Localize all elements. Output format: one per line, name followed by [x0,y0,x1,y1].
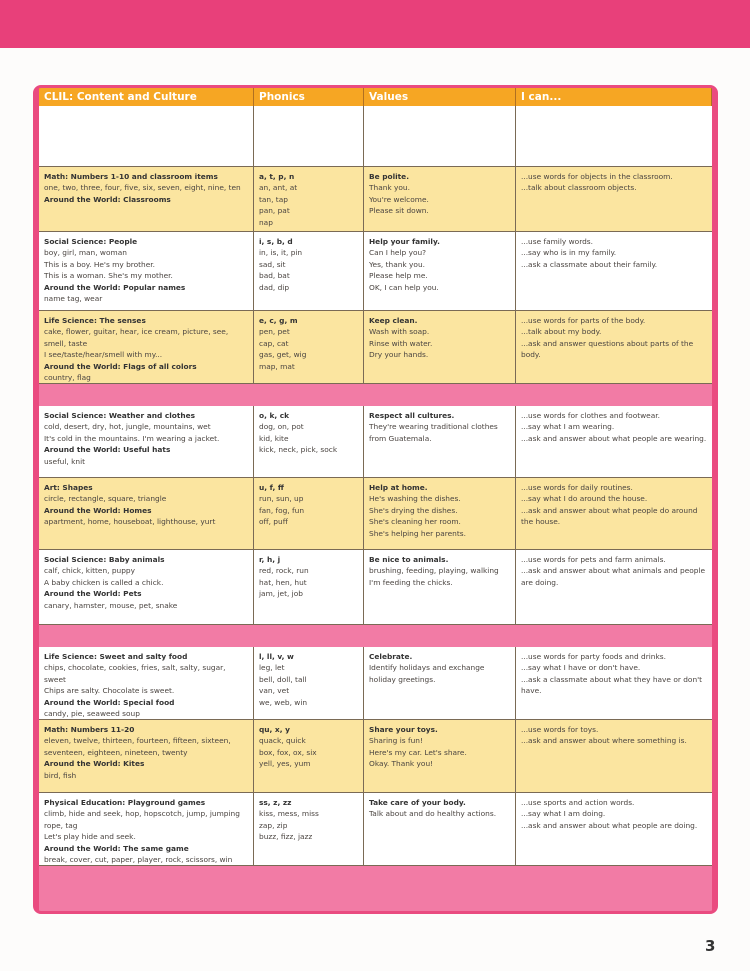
cell-text: Dry your hands. [369,350,429,360]
cell-heading: Math: Numbers 11-20 [44,725,135,734]
cell-heading: Help at home. [369,483,428,492]
cell-text: Talk about and do healthy actions. [369,809,497,819]
cell-text: we, web, win [259,697,308,707]
cell-text: fan, fog, fun [259,505,304,515]
cell-text: calf, chick, kitten, puppy [44,566,135,576]
cell-text: I'm feeding the chicks. [369,577,453,587]
cell-text: sad, sit [259,259,286,269]
cell-clil [39,478,254,549]
cell-heading: Life Science: The senses [44,316,146,325]
cell-heading: Around the World: Flags of all colors [44,361,197,371]
cell-i-can [516,232,712,310]
cell-text: buzz, fizz, jazz [259,832,313,842]
cell-text: break, cover, cut, paper, player, rock, scissors, win [44,855,233,865]
cell-phonics [254,406,364,477]
header-clil: CLIL: Content and Culture [39,88,254,106]
cell-text: box, fox, ox, six [259,747,317,757]
cell-phonics [254,311,364,383]
cell-text: Can I help you? [369,248,427,258]
cell-text: Here's my car. Let's share. [369,747,467,757]
cell-heading: Respect all cultures. [369,411,455,420]
cell-text: ...use words for parts of the body. [521,316,646,325]
cell-text: Yes, thank you. [369,259,425,269]
cell-text: ...ask a classmate about what they have or don't have. [521,674,703,696]
cell-text: ...use words for objects in the classroom. [521,172,673,181]
cell-text: red, rock, run [259,566,309,576]
cell-text: one, two, three, four, five, six, seven, eight, nine, ten [44,183,241,193]
cell-text: ...ask and answer about what people do around the house. [521,505,698,527]
cell-values [364,106,516,166]
cell-i-can [516,550,712,624]
cell-heading: a, t, p, n [259,172,295,181]
cell-i-can [516,478,712,549]
cell-heading: Help your family. [369,237,440,246]
cell-text: ...talk about classroom objects. [521,183,637,193]
table-row [39,167,712,232]
cell-heading: Be polite. [369,172,410,181]
cell-heading: i, s, b, d [259,237,293,246]
curriculum-table [33,85,718,914]
cell-text: This is a woman. She's my mother. [44,271,173,281]
cell-clil [39,406,254,477]
cell-i-can [516,647,712,719]
cell-text: canary, hamster, mouse, pet, snake [44,600,178,610]
section-divider-band [39,384,712,406]
cell-phonics [254,232,364,310]
cell-values [364,406,516,477]
cell-text: She's cleaning her room. [369,517,461,527]
cell-text: tan, tap [259,194,288,204]
cell-heading: Around the World: Pets [44,589,142,599]
cell-heading: o, k, ck [259,411,290,420]
cell-text: ...use words for party foods and drinks. [521,652,666,661]
cell-heading: Social Science: Baby animals [44,555,165,564]
cell-text: chips, chocolate, cookies, fries, salt, salty, sugar, sweet [44,663,226,684]
cell-values [364,478,516,549]
cell-text: Please help me. [369,271,428,281]
cell-text: This is a boy. He's my brother. [44,259,155,269]
cell-clil [39,550,254,624]
table-row [39,720,712,793]
cell-text: A baby chicken is called a chick. [44,577,164,587]
cell-text: ...use words for clothes and footwear. [521,411,660,420]
cell-text: apartment, home, houseboat, lighthouse, yurt [44,517,216,527]
cell-heading: u, f, ff [259,483,284,492]
cell-text: ...say what I have or don't have. [521,663,641,673]
cell-heading: qu, x, y [259,725,290,734]
cell-text: Identify holidays and exchange holiday greetings. [369,663,485,684]
cell-text: kid, kite [259,433,289,443]
cell-text: They're wearing traditional clothes from Guatemala. [369,422,498,443]
cell-text: I see/taste/hear/smell with my... [44,350,163,360]
cell-text: jam, jet, job [259,589,303,599]
cell-text: gas, get, wig [259,350,307,360]
cell-text: eleven, twelve, thirteen, fourteen, fifteen, sixteen, seventeen, eighteen, nineteen, twenty [44,736,231,757]
cell-clil [39,793,254,865]
cell-heading: Around the World: Homes [44,505,152,515]
cell-text: ...say what I am wearing. [521,422,615,432]
cell-i-can [516,311,712,383]
cell-heading: Social Science: People [44,237,138,246]
cell-values [364,793,516,865]
cell-text: quack, quick [259,736,306,746]
cell-text: run, sun, up [259,494,304,504]
cell-text: ...ask and answer questions about parts of the body. [521,338,694,360]
cell-text: She's helping her parents. [369,528,466,538]
cell-text: OK, I can help you. [369,282,439,292]
cell-text: country, flag [44,373,91,383]
cell-text: an, ant, at [259,183,298,193]
cell-heading: Art: Shapes [44,483,93,492]
table-row [39,478,712,550]
cell-heading: Around the World: The same game [44,843,189,853]
cell-text: ...use sports and action words. [521,798,635,807]
cell-text: You're welcome. [369,194,429,204]
cell-phonics [254,106,364,166]
cell-clil [39,232,254,310]
cell-text: ...talk about my body. [521,327,602,337]
cell-clil [39,647,254,719]
cell-text: in, is, it, pin [259,248,303,258]
cell-text: Please sit down. [369,206,429,216]
cell-text: Rinse with water. [369,338,433,348]
cell-phonics [254,793,364,865]
cell-heading: Math: Numbers 1-10 and classroom items [44,172,218,181]
table-row [39,793,712,866]
cell-text: bad, bat [259,271,290,281]
cell-text: Wash with soap. [369,327,430,337]
cell-values [364,167,516,231]
cell-text: name tag, wear [44,294,103,304]
cell-text: ...ask and answer about what people are wearing. [521,433,707,443]
cell-text: ...use words for toys. [521,725,599,734]
cell-clil [39,720,254,792]
table-row [39,106,712,167]
cell-i-can [516,106,712,166]
cell-text: cap, cat [259,338,289,348]
cell-clil [39,311,254,383]
cell-text: ...ask a classmate about their family. [521,259,658,269]
cell-text: off, puff [259,517,288,527]
table-row [39,550,712,625]
cell-text: pan, pat [259,206,290,216]
cell-heading: l, ll, v, w [259,652,294,661]
cell-heading: Be nice to animals. [369,555,449,564]
cell-text: ...use family words. [521,237,594,246]
cell-heading: r, h, j [259,555,281,564]
cell-clil [39,167,254,231]
cell-i-can [516,167,712,231]
cell-heading: Take care of your body. [369,798,466,807]
cell-text: leg, let [259,663,285,673]
cell-heading: Social Science: Weather and clothes [44,411,196,420]
cell-heading: e, c, g, m [259,316,298,325]
cell-values [364,647,516,719]
cell-heading: Celebrate. [369,652,413,661]
table-row [39,311,712,384]
cell-text: ...use words for pets and farm animals. [521,555,666,564]
cell-text: ...ask and answer about what animals and people are doing. [521,566,706,587]
cell-text: hat, hen, hut [259,577,307,587]
cell-text: bird, fish [44,770,77,780]
cell-heading: Around the World: Useful hats [44,445,171,455]
cell-heading: Share your toys. [369,725,438,734]
cell-values [364,720,516,792]
cell-text: nap [259,217,273,227]
cell-heading: Life Science: Sweet and salty food [44,652,188,661]
cell-text: cold, desert, dry, hot, jungle, mountains, wet [44,422,211,432]
cell-text: circle, rectangle, square, triangle [44,494,167,504]
cell-text: Thank you. [369,183,410,193]
cell-text: bell, doll, tall [259,674,307,684]
table-row [39,647,712,720]
cell-values [364,550,516,624]
table-header-row [39,88,712,106]
cell-text: She's drying the dishes. [369,505,458,515]
cell-text: dog, on, pot [259,422,304,432]
section-divider-band [39,866,712,914]
cell-text: He's washing the dishes. [369,494,461,504]
table-row [39,232,712,311]
cell-text: ...say what I do around the house. [521,494,648,504]
cell-text: kick, neck, pick, sock [259,445,338,455]
top-color-band [0,0,750,48]
cell-text: yell, yes, yum [259,759,311,769]
cell-text: Chips are salty. Chocolate is sweet. [44,686,175,696]
cell-text: Sharing is fun! [369,736,423,746]
cell-heading: Physical Education: Playground games [44,798,206,807]
cell-text: useful, knit [44,456,86,466]
cell-i-can [516,793,712,865]
cell-phonics [254,720,364,792]
cell-heading: Around the World: Kites [44,759,145,769]
cell-i-can [516,406,712,477]
cell-clil [39,106,254,166]
cell-text: ...use words for daily routines. [521,483,633,492]
cell-text: zap, zip [259,820,288,830]
cell-text: cake, flower, guitar, hear, ice cream, picture, see, smell, taste [44,327,229,348]
cell-phonics [254,550,364,624]
header-values: Values [364,88,516,106]
cell-i-can [516,720,712,792]
cell-text: ...say what I am doing. [521,809,606,819]
cell-phonics [254,478,364,549]
header-phonics: Phonics [254,88,364,106]
cell-heading: Around the World: Special food [44,697,175,707]
cell-text: ...say who is in my family. [521,248,617,258]
cell-text: van, vet [259,686,290,696]
cell-text: climb, hide and seek, hop, hopscotch, jump, jumping rope, tag [44,809,240,830]
cell-text: kiss, mess, miss [259,809,319,819]
cell-text: candy, pie, seaweed soup [44,709,140,719]
cell-heading: Around the World: Popular names [44,282,186,292]
cell-heading: Keep clean. [369,316,418,325]
cell-heading: ss, z, zz [259,798,292,807]
section-divider-band [39,625,712,647]
cell-text: ...ask and answer about where something is. [521,736,687,746]
page-number: 3 [705,937,716,955]
cell-values [364,311,516,383]
cell-text: Let's play hide and seek. [44,832,136,842]
cell-phonics [254,647,364,719]
cell-heading: Around the World: Classrooms [44,194,171,204]
cell-values [364,232,516,310]
cell-text: It's cold in the mountains. I'm wearing a jacket. [44,433,220,443]
cell-phonics [254,167,364,231]
cell-text: map, mat [259,361,295,371]
cell-text: pen, pet [259,327,290,337]
cell-text: ...ask and answer about what people are doing. [521,820,698,830]
cell-text: dad, dip [259,282,290,292]
cell-text: boy, girl, man, woman [44,248,127,258]
header-i-can: I can... [516,88,712,106]
table-row [39,406,712,478]
cell-text: brushing, feeding, playing, walking [369,566,499,576]
cell-text: Okay. Thank you! [369,759,434,769]
